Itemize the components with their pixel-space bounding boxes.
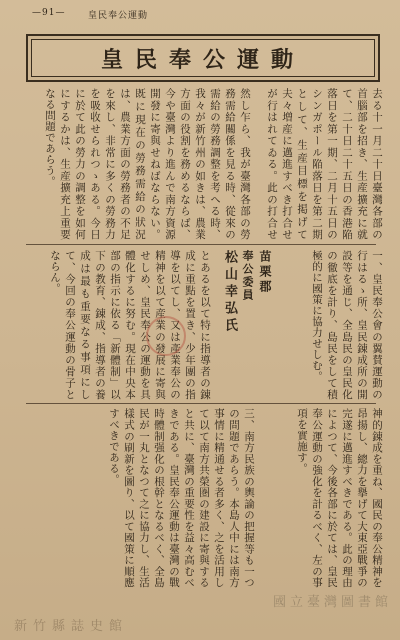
- page-title: 皇民奉公運動: [100, 46, 305, 73]
- body-block-6: 三、南方民族の輿論の把握等も一つの問題であらう。本島人中には南方事情に精通せる者多く、之を活用して以て南方共榮圏の建設に寄與すると共に、臺灣の重要性を益々高むべきである。皇民奉公運動は臺灣の戰時體制强化の根幹となるべく、全島民が一丸となつて之に協力し、生活樣式の刷新を圖り、以て國策に順應すべきである。: [108, 408, 255, 588]
- byline-name: 松山幸弘氏: [222, 250, 237, 335]
- body-block-3: 一、皇民奉公會の翼賛運動の行はるゝ所、皇民錬成所の開設等を通じ、全島民の皇民化の徹底を計り、島民をして積極的に國策に協力せしむ。: [311, 250, 383, 400]
- section-divider: [26, 403, 376, 404]
- archive-stamp: 新竹縣誌史館: [14, 619, 129, 634]
- body-block-2: 然し乍ら、我が臺灣各部の勞務需給關係を見る時、從來の需給の勞務調整を考へる時、我々が新竹州の如きは、農業方面の役割を務めるならば、今や臺灣より進んで南方資源開發に寄與せねばならない。既に現在の勞務需給の狀況は、農業方面の勞務者の不足を來し、非常に多くの勞務力を吸收せられつゝある。今日に於て此の勞力の調整を如何にするかは、生産擴充上重要なる問題であらう。: [44, 88, 251, 240]
- running-title: 皇民奉公運動: [88, 11, 149, 21]
- byline-position: 奉公委員: [241, 250, 254, 302]
- running-head: [24, 6, 376, 22]
- body-block-4: とあるを以て特に指導者の錬成に重點を置き、少年團の指導を以てし、又は產業奉公の精神を以て産業の發展に寄與せしめ、皇民奉公の運動を具體化するに努む。現在中央本部の指示に依る「新體制」以下の教育、錬成、指導者の養成は最も重要なる事項にして、今回の奉公運動の骨子とならん。: [49, 250, 211, 400]
- section-divider: [26, 244, 376, 245]
- author-byline: [218, 250, 274, 400]
- title-box: [26, 34, 380, 82]
- library-watermark: 國立臺灣圖書館: [272, 595, 392, 610]
- body-block-5: 神的錬成を重ね、國民の奉公精神を昂揚し、總力を擧げて大東亞戰爭の完遂に邁進すべきである。此の理由によつて、今後各部に於ては、皇民奉公運動の強化を計るべく、左の事項を實施す。: [296, 408, 383, 588]
- body-block-1: 去る十一月二十日臺灣各部の首腦部を招き、生産擴充に就て、二十日二十五日の香港陥落日を第一期、二月十五日のシンガポール陥落日を第二期として、生産目標を掲げて夫々増産に邁進すべき打合せが行はれてゐる。此の打合せ: [266, 88, 383, 240]
- red-seal-stamp: [146, 316, 186, 356]
- page-number: —91—: [32, 8, 66, 18]
- byline-org: 苗栗郡: [258, 250, 272, 295]
